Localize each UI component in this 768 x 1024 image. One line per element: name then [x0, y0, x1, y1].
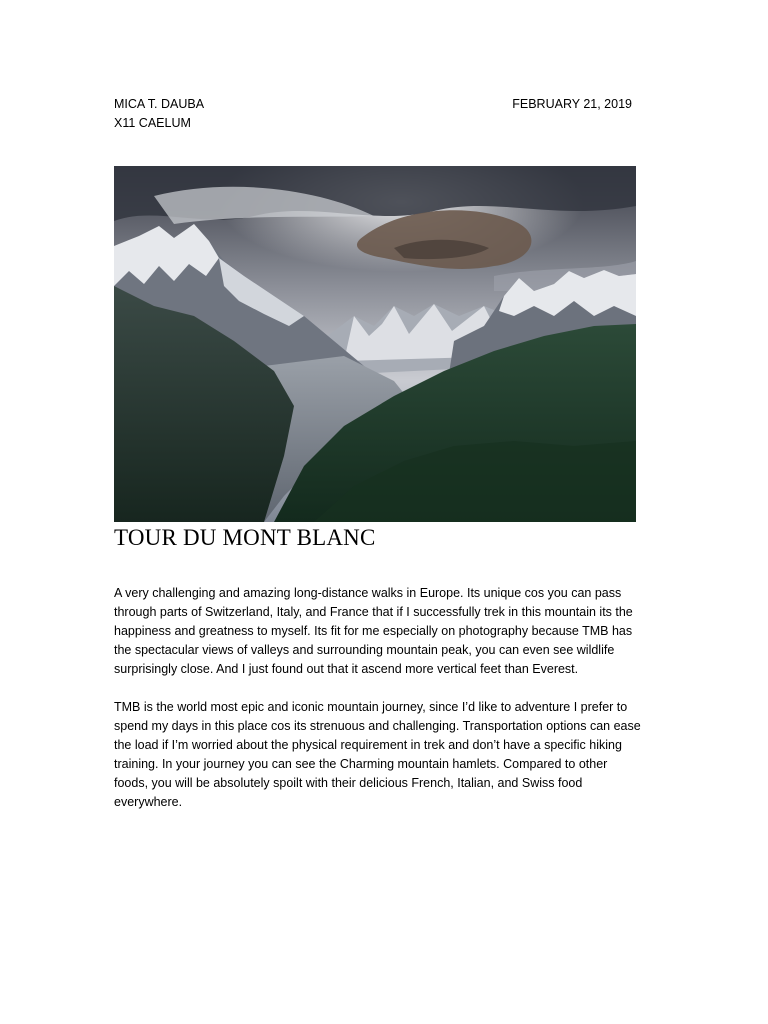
section-name: X11 CAELUM [114, 116, 191, 130]
header-row-bottom [114, 114, 632, 133]
document-date: FEBRUARY 21, 2019 [512, 97, 632, 111]
author-name: MICA T. DAUBA [114, 97, 205, 111]
header-row-top [114, 95, 632, 114]
mountain-photo-illustration [114, 166, 636, 522]
document-header [114, 95, 632, 133]
document-body [114, 584, 644, 831]
mountain-photo [114, 166, 636, 522]
document-title: TOUR DU MONT BLANC [114, 525, 376, 550]
paragraph: A very challenging and amazing long-distance walks in Europe. Its unique cos you can pass through parts of Switzerland, Italy, and France that if I successfully trek in this mountain its the happiness and greatness to myself. Its fit for me especially on photography because TMB has the spectacular views of valleys and surrounding mountain peak, you can even see wildlife surprisingly close. And I just found out that it ascend more vertical feet than Everest. [114, 586, 633, 676]
paragraph: TMB is the world most epic and iconic mountain journey, since I’d like to adventure I prefer to spend my days in this place cos its strenuous and challenging. Transportation options can ease the load if I’m worried about the physical requirement in trek and don’t have a specific hiking training. In your journey you can see the Charming mountain hamlets. Compared to other foods, you will be absolutely spoilt with their delicious French, Italian, and Swiss food everywhere. [114, 700, 641, 809]
